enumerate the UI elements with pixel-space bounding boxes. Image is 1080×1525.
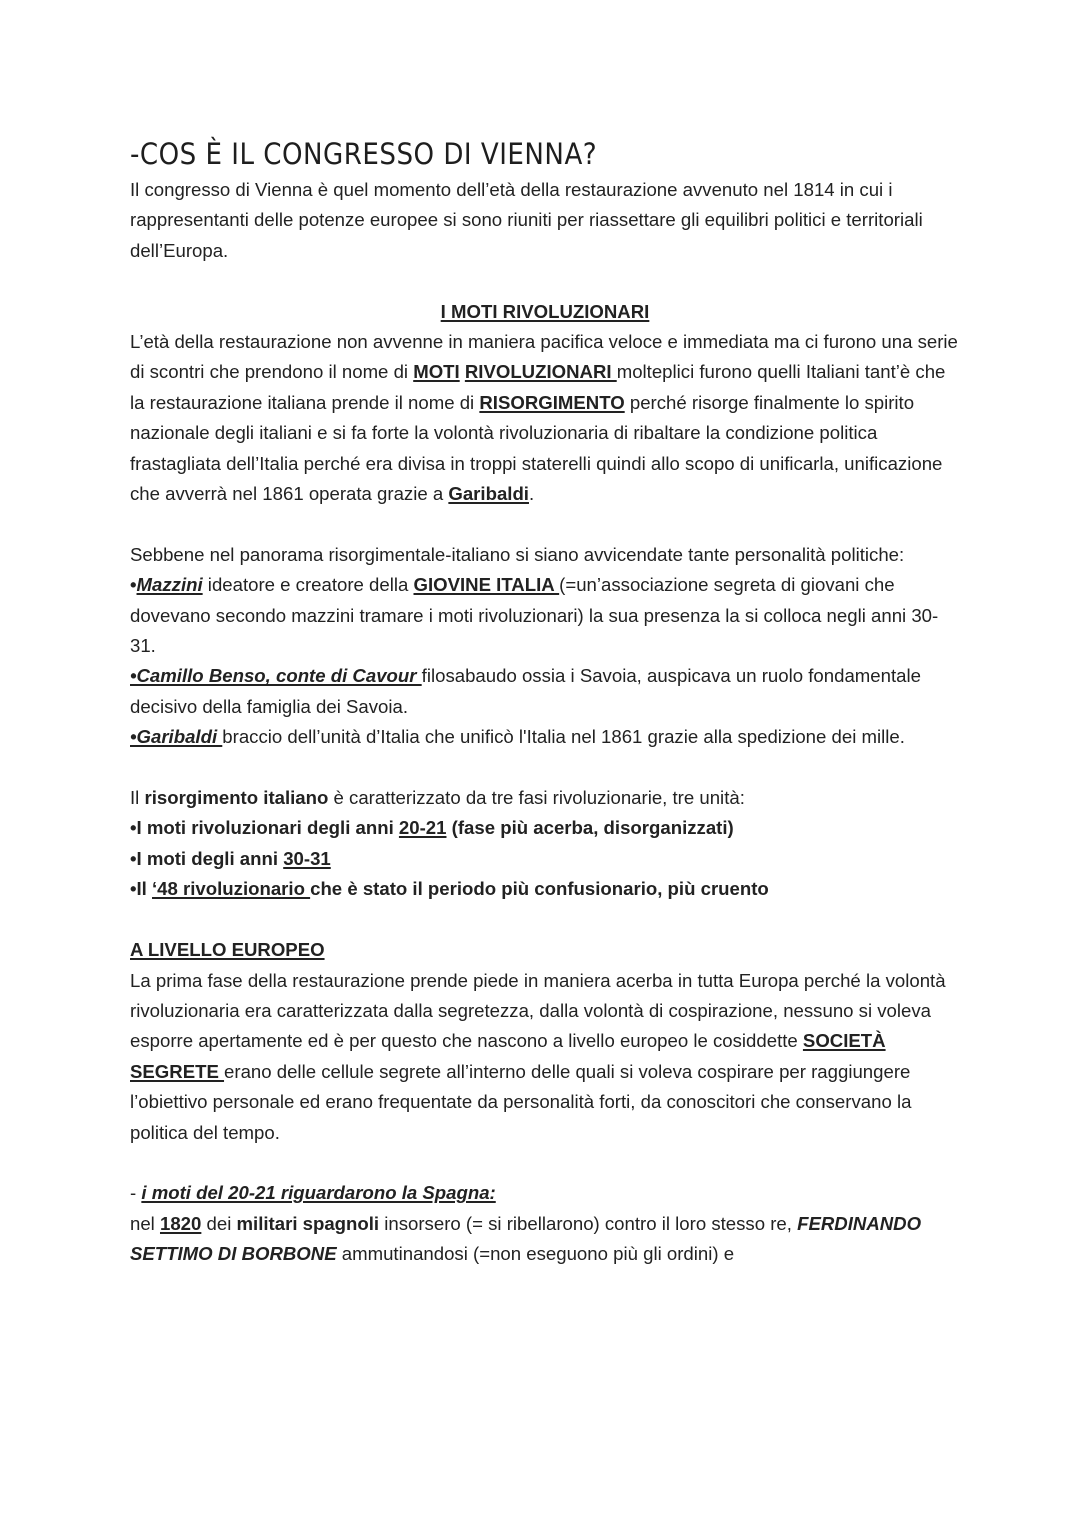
section-heading-europeo (130, 935, 960, 965)
term-risorgimento-italiano: risorgimento italiano (144, 787, 329, 809)
text-run: insorsero (= si ribellarono) contro il loro stesso re, (379, 1212, 798, 1234)
dash: - (130, 1182, 142, 1204)
text-run: è caratterizzato da tre fasi rivoluzionarie, tre unità: (328, 787, 745, 809)
term-giovine-italia: GIOVINE ITALIA (413, 574, 560, 596)
text-run: filosabaudo ossia i Savoia, auspicava un ruolo fondamentale decisivo della famiglia dei Savoia. (130, 665, 921, 717)
text-run: L’età della restaurazione non avvenne in maniera pacifica veloce e immediata ma ci furono una serie di scontri che prendono il nome di (130, 331, 958, 383)
name-cavour: •Camillo Benso, conte di Cavour (130, 665, 422, 687)
list-item-mazzini (130, 570, 960, 661)
list-item-fase-3 (130, 874, 960, 904)
text-run: •I moti degli anni (130, 847, 284, 869)
list-item-garibaldi (130, 722, 960, 752)
spacer (130, 266, 960, 296)
intro-paragraph: Il congresso di Vienna è quel momento dell’età della restaurazione avvenuto nel 1814 in cui i rappresentanti delle potenze europee si sono riuniti per riassettare gli equilibri politici e territoriali dell’Europa. (130, 179, 923, 261)
term-societa-segrete: SOCIETÀ SEGRETE (130, 1030, 886, 1082)
text-run: che è stato il periodo più confusionario, più cruento (310, 878, 769, 900)
years-30-31: 30-31 (283, 847, 331, 869)
name-ferdinando: FERDINANDO SETTIMO DI BORBONE (130, 1212, 922, 1265)
heading-text: A LIVELLO EUROPEO (130, 939, 325, 961)
term-48: ‘48 rivoluzionario (152, 878, 311, 900)
text-run: •Il (130, 878, 153, 900)
text-run: braccio dell’unità d’Italia che unificò l'Italia nel 1861 grazie alla spedizione dei mille. (222, 726, 905, 748)
text-run: Il (130, 787, 145, 809)
page-title: -COS È IL CONGRESSO DI VIENNA? (130, 137, 598, 171)
list-item-fase-1 (130, 813, 960, 843)
list-item-fase-2 (130, 844, 960, 874)
text-run: •I moti rivoluzionari degli anni (130, 817, 399, 839)
list-item-cavour (130, 661, 960, 722)
term-rivoluzionari: RIVOLUZIONARI (464, 361, 617, 383)
spacer (130, 753, 960, 783)
bullet: • (130, 574, 137, 596)
term-risorgimento: RISORGIMENTO (479, 391, 625, 413)
text-run: nel (130, 1212, 160, 1234)
personalita-intro: Sebbene nel panorama risorgimentale-italiano si siano avvicendate tante personalità politiche: (130, 543, 905, 565)
years-20-21: 20-21 (398, 817, 447, 839)
term-moti: MOTI (413, 361, 460, 383)
moti-paragraph (130, 327, 960, 509)
year-1820: 1820 (159, 1212, 202, 1234)
document-body (130, 134, 960, 1270)
text-run: La prima fase della restaurazione prende piede in maniera acerba in tutta Europa perché la volontà rivoluzionaria era caratterizzata dalla segretezza, dalla volontà di cospirazione, nessuno si voleva esporre apertamente ed è per questo che nascono a livello europeo le cosiddette (130, 969, 946, 1052)
text-run: erano delle cellule segrete all’interno delle quali si voleva cospirare per raggiungere l’obiettivo personale ed erano frequentate da personalità forti, da conoscitori che conservano la politica del tempo. (130, 1060, 912, 1143)
text-run: ideatore e creatore della (202, 574, 414, 596)
spacer (130, 1148, 960, 1178)
text-run: (=un’associazione segreta di giovani che dovevano secondo mazzini tramare i moti rivoluzionari) la sua presenza la si colloca negli anni 30-31. (130, 574, 939, 657)
text-run: dei (201, 1212, 237, 1234)
term-militari-spagnoli: militari spagnoli (236, 1212, 380, 1234)
fasi-intro (130, 783, 960, 813)
europeo-paragraph (130, 966, 960, 1148)
text-run: ammutinandosi (=non eseguono più gli ordini) e (336, 1243, 735, 1265)
text-run: perché risorge finalmente lo spirito nazionale degli italiani e si fa forte la volontà rivoluzionaria di ribaltare la condizione politica frastagliata dell’Italia perché era divisa in troppi staterelli quindi allo scopo di unificarla, unificazione che avverrà nel 1861 operata grazie a (130, 391, 943, 505)
section-heading-moti (130, 297, 960, 327)
text-run: . (528, 483, 535, 505)
spagna-heading (130, 1178, 960, 1208)
term-garibaldi: Garibaldi (448, 483, 529, 505)
text-run: molteplici furono quelli Italiani tant’è che la restaurazione italiana prende il nome di (130, 361, 946, 413)
heading-text: i moti del 20-21 riguardarono la Spagna: (141, 1182, 496, 1204)
spacer (130, 509, 960, 539)
heading-text: I MOTI RIVOLUZIONARI (440, 300, 650, 322)
spagna-paragraph (130, 1209, 960, 1270)
text-run: (fase più acerba, disorganizzati) (446, 817, 734, 839)
name-garibaldi: •Garibaldi (130, 726, 223, 748)
name-mazzini: Mazzini (136, 574, 203, 596)
spacer (130, 905, 960, 935)
